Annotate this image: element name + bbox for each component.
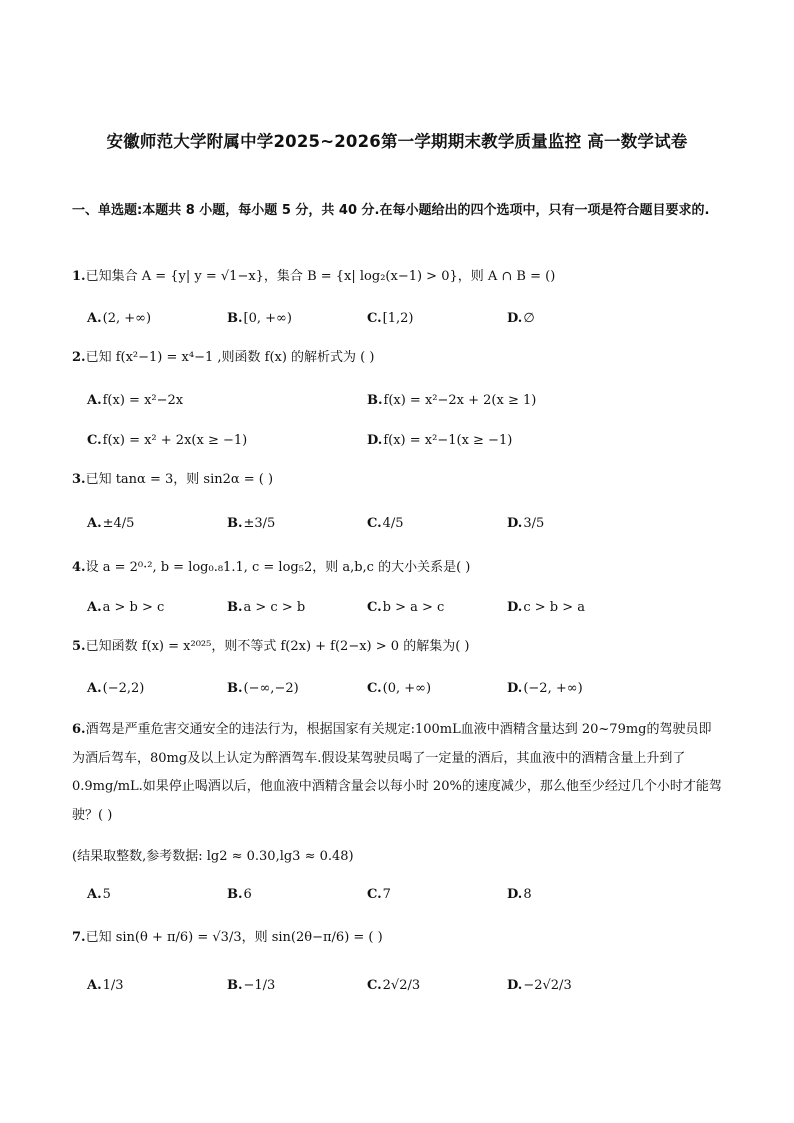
question-stem: 酒驾是严重危害交通安全的违法行为，根据国家有关规定:100mL血液中酒精含量达到 20~79mg的驾驶员即为酒后驾车，80mg及以上认定为醉酒驾车.假设某驾驶员喝了一定量的酒后，其血液中的酒精含量上升到了 0.9mg/mL.如果停止喝酒以后，他血液中酒精含量会以每小时 20%的速度减少，那么他至少经过几个小时才能驾驶？( )	[72, 722, 722, 823]
option-a: A.(2, +∞)	[87, 311, 152, 326]
question-stem: 设 a = 2⁰·², b = log₀.₈1.1, c = log₅2，则 a,b,c 的大小关系是( )	[85, 560, 471, 575]
option-d: D.8	[507, 887, 532, 902]
question-stem: 已知函数 f(x) = x²⁰²⁵，则不等式 f(2x) + f(2−x) > 0 的解集为( )	[85, 639, 470, 654]
option-c: C.4/5	[367, 516, 404, 531]
exam-title: 安徽师范大学附属中学2025~2026第一学期期末教学质量监控 高一数学试卷	[106, 132, 688, 151]
option-b: B.−1/3	[227, 978, 276, 993]
question-5	[72, 633, 732, 661]
option-d: D.3/5	[507, 516, 545, 531]
question-number: 6.	[72, 722, 86, 737]
option-b: B.±3/5	[227, 516, 276, 531]
option-c: C.7	[367, 887, 391, 902]
option-a: A.(−2,2)	[87, 681, 145, 696]
option-a: A.1/3	[87, 978, 124, 993]
option-b: B.[0, +∞)	[227, 311, 292, 326]
question-number: 1.	[72, 269, 86, 284]
question-note: (结果取整数,参考数据: lg2 ≈ 0.30,lg3 ≈ 0.48)	[72, 849, 354, 864]
option-b: B.6	[227, 887, 252, 902]
option-b: B.f(x) = x²−2x + 2(x ≥ 1)	[367, 393, 537, 408]
option-c: C.b > a > c	[367, 600, 445, 615]
question-2	[72, 344, 732, 372]
section-heading: 一、单选题:本题共 8 小题，每小题 5 分，共 40 分.在每小题给出的四个选项中，只有一项是符合题目要求的.	[72, 203, 710, 218]
question-6	[72, 716, 724, 830]
option-c: C.(0, +∞)	[367, 681, 432, 696]
option-d: D.(−2, +∞)	[507, 681, 583, 696]
question-stem: 已知 sin(θ + π/6) = √3/3，则 sin(2θ−π/6) = ( )	[85, 930, 383, 945]
question-4	[72, 554, 732, 582]
question-3	[72, 466, 732, 494]
question-1	[72, 263, 732, 291]
question-number: 3.	[72, 472, 86, 487]
option-c: C.[1,2)	[367, 311, 414, 326]
question-number: 7.	[72, 930, 86, 945]
question-stem: 已知 f(x²−1) = x⁴−1 ,则函数 f(x) 的解析式为 ( )	[85, 350, 375, 365]
option-d: D.c > b > a	[507, 600, 586, 615]
option-a: A.f(x) = x²−2x	[87, 393, 184, 408]
option-d: D.−2√2/3	[507, 978, 572, 993]
option-b: B.(−∞,−2)	[227, 681, 299, 696]
question-7	[72, 924, 732, 952]
option-b: B.a > c > b	[227, 600, 306, 615]
option-c: C.f(x) = x² + 2x(x ≥ −1)	[87, 433, 248, 448]
question-number: 2.	[72, 350, 86, 365]
option-a: A.a > b > c	[87, 600, 165, 615]
question-stem: 已知 tanα = 3，则 sin2α = ( )	[85, 472, 274, 487]
option-a: A.±4/5	[87, 516, 135, 531]
option-d: D.∅	[507, 311, 535, 326]
option-c: C.2√2/3	[367, 978, 421, 993]
question-number: 4.	[72, 560, 86, 575]
question-number: 5.	[72, 639, 86, 654]
option-d: D.f(x) = x²−1(x ≥ −1)	[367, 433, 513, 448]
option-a: A.5	[87, 887, 111, 902]
question-stem: 已知集合 A = {y| y = √1−x}，集合 B = {x| log₂(x−1) > 0}，则 A ∩ B = ()	[85, 269, 556, 284]
